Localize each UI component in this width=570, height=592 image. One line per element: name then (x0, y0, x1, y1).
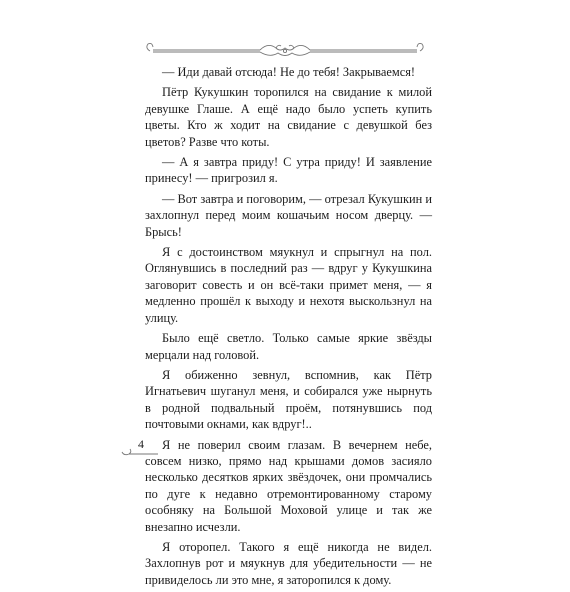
paragraph: Пётр Кукушкин торопился на свидание к милой девушке Глаше. А ещё надо было успеть купить цветы. Кто ж ходит на свидание с девушкой без цветов? Разве что коты. (145, 85, 432, 149)
main-text (145, 64, 432, 592)
page-number: 4 (138, 437, 144, 451)
paragraph: — А я завтра приду! С утра приду! И заявление принесу! — пригрозил я. (145, 155, 432, 186)
paragraph: Я обиженно зевнул, вспомнив, как Пётр Игнатьевич шуганул меня, и собирался уже нырнуть в родной подвальный проём, потянувшись под почтовыми окнами, как вдруг!.. (145, 367, 432, 432)
flourish-divider-icon (140, 38, 430, 62)
paragraph: Я не поверил своим глазам. В вечернем небе, совсем низко, прямо над крышами домов засияло несколько десятков ярких звёздочек, они промчались по дуге к недавно отремонтированному старому особняку на Большой Моховой улице и так же внезапно исчезли. (145, 437, 432, 534)
paragraph: Я с достоинством мяукнул и спрыгнул на пол. Оглянувшись в последний раз — вдруг у Кукушкина заговорит совесть и он всё-таки примет меня, — я медленно прошёл к выходу и нехотя выскользнул на улицу. (145, 245, 432, 325)
paragraph: Я оторопел. Такого я ещё никогда не видел. Захлопнув рот и мяукнув для убедительности — не привиделось ли это мне, я заторопился к дому. (145, 539, 432, 587)
paragraph: Было ещё светло. Только самые яркие звёзды мерцали над головой. (145, 331, 432, 362)
paragraph: — Иди давай отсюда! Не до тебя! Закрываемся! (162, 65, 416, 79)
paragraph: — Вот завтра и поговорим, — отрезал Кукушкин и захлопнул перед моим кошачьим носом дверцу. — Брысь! (145, 191, 432, 239)
